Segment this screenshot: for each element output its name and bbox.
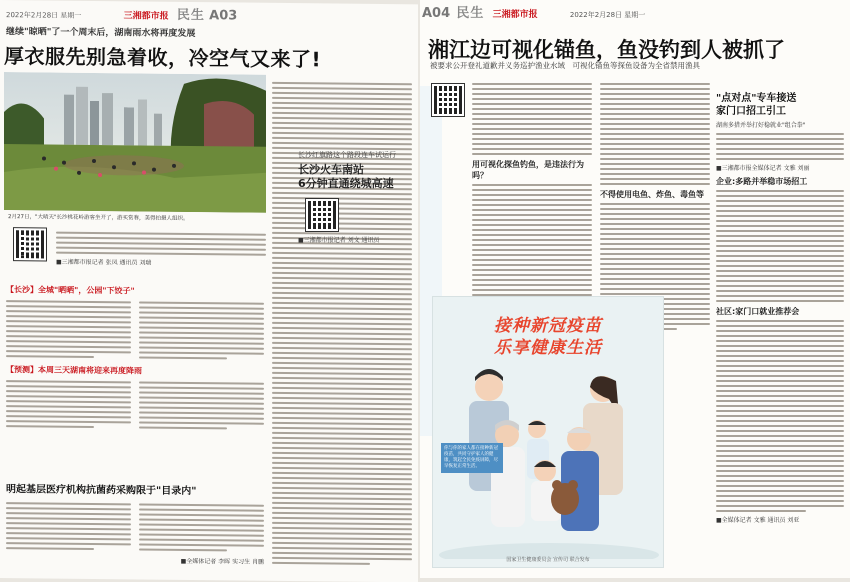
left-intro-byline: ■三湘都市报记者 张凤 通讯员 刘瑞 xyxy=(56,258,152,267)
photo-caption: 2月27日，"大晴天"长沙桃花岭游客坐开了，游买赏春，美得拍摄人组织。 xyxy=(8,214,189,222)
right-masthead-brand: 三湘都市报 xyxy=(492,10,538,20)
side-story-qr-code[interactable] xyxy=(306,199,338,231)
side-story-kicker: 长沙红旗路这个路段连车试运行 xyxy=(298,151,396,159)
left-subhead-2: 【预测】本周三天湖南将迎来再度降雨 xyxy=(6,365,142,376)
left-column-a xyxy=(6,280,264,433)
side-story-byline: ■三湘都市报记者 刘文 通讯员 xyxy=(298,237,380,244)
right-note-4: 社区:家门口就业推荐会 xyxy=(716,307,800,316)
right-story-byline: ■三湘都市报全媒体记者 文雅 刘丽 xyxy=(716,165,810,172)
vaccine-ad-slogan: 乐享健康生活 xyxy=(494,338,602,358)
left-masthead-date: 2022年2月28日 星期一 xyxy=(6,11,82,20)
right-story-deck: 湖南多措并举打好稳就业"组合拳" xyxy=(716,122,806,129)
right-newspaper-page xyxy=(420,0,850,578)
right-subheadline: 被要求公开登礼道歉并义务巡护渔业水域 可视化锚鱼等探鱼设备为全省禁用渔具 xyxy=(430,61,700,70)
right-story-headline: "点对点"专车接送 家门口招工引工 xyxy=(716,93,797,117)
right-masthead-date: 2022年2月28日 星期一 xyxy=(569,11,646,19)
left-bottom-byline: ■全媒体记者 李晖 实习生 肖鹏 xyxy=(180,557,264,566)
right-qr-code[interactable] xyxy=(432,84,464,116)
car-illustration xyxy=(420,100,430,140)
park-photo xyxy=(4,72,266,213)
left-masthead xyxy=(6,2,238,24)
vaccine-ad-footer: 国家卫生健康委员会 宣传司 联合发布 xyxy=(506,557,590,563)
right-masthead-section: 民生 xyxy=(456,6,485,21)
left-subhead-3: 明起基层医疗机构抗菌药采购限于"目录内" xyxy=(6,484,197,498)
left-newspaper-page xyxy=(0,0,418,582)
vaccine-ad-copy: 你与你的家人都在接种新冠疫苗，共同守护家人的健康，筑起全民免疫屏障，尽早恢复正常生活。 xyxy=(441,443,503,473)
right-note-2: 不得使用电鱼、炸鱼、毒鱼等 xyxy=(600,190,704,199)
right-bottom-byline: ■全媒体记者 文雅 通讯员 刘亚 xyxy=(716,517,800,524)
left-masthead-section: 民生 xyxy=(176,7,205,24)
right-masthead-page: A04 xyxy=(422,6,451,21)
right-note-3: 企业:多路并举稳市场招工 xyxy=(716,177,808,186)
left-masthead-brand: 三湘都市报 xyxy=(123,11,169,22)
left-subhead-1: 【长沙】全城"晒晒"，公园"下饺子" xyxy=(6,285,135,296)
vaccine-ad xyxy=(432,296,664,568)
left-qr-code[interactable] xyxy=(14,228,46,260)
left-intro-text xyxy=(56,229,266,270)
right-note-1: 用可视化探鱼钓鱼，是违法行为吗？ xyxy=(472,160,584,180)
vaccine-ad-title: 接种新冠疫苗 xyxy=(494,316,602,336)
side-story-headline: 长沙火车南站 6分钟直通绕城高速 xyxy=(298,163,394,190)
left-kicker: 继续"晾晒"了一个周末后，湖南雨水将再度发展 xyxy=(6,27,196,40)
left-headline: 厚衣服先别急着收，冷空气又来了! xyxy=(4,44,322,72)
left-column-b xyxy=(6,480,264,568)
left-masthead-page: A03 xyxy=(209,8,238,24)
right-headline: 湘江边可视化锚鱼，鱼没钓到人被抓了 xyxy=(428,38,785,62)
right-column-c xyxy=(716,92,844,526)
side-story xyxy=(298,150,428,246)
right-masthead xyxy=(422,2,646,21)
